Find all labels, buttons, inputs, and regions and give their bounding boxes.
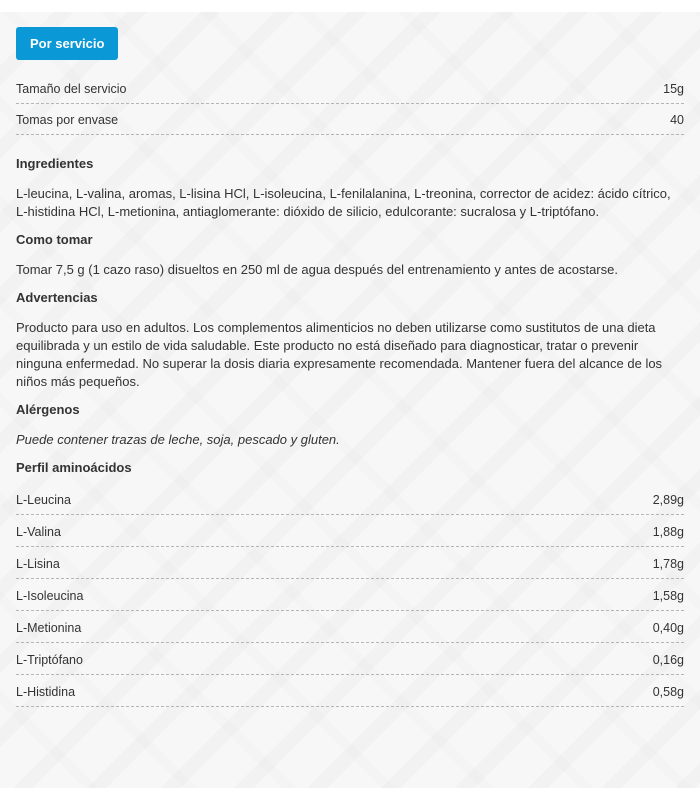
tab-por-servicio[interactable]: Por servicio [16,27,118,60]
warnings-title: Advertencias [16,290,98,305]
amino-name: L-Valina [16,525,61,539]
serving-size-value: 15g [663,82,684,96]
amino-value: 1,88g [652,525,684,539]
amino-value: 0,58g [652,685,684,699]
ingredients-title: Ingredientes [16,156,94,171]
nutrition-content [16,27,684,707]
servings-per-container-value: 40 [670,113,684,127]
amino-name: L-Leucina [16,493,71,507]
amino-name: L-Isoleucina [16,589,84,603]
allergens-title: Alérgenos [16,402,80,417]
amino-profile-title: Perfil aminoácidos [16,460,132,475]
amino-value: 1,78g [652,557,684,571]
amino-row [16,483,684,515]
serving-size-label: Tamaño del servicio [16,82,127,96]
how-to-take-title: Como tomar [16,232,93,247]
amino-name: L-Triptófano [16,653,83,667]
amino-row [16,643,684,675]
warnings-section [16,290,684,391]
amino-value: 1,58g [652,589,684,603]
warnings-text: Producto para uso en adultos. Los complementos alimenticios no deben utilizarse como sustitutos de una dieta equilibrada y un estilo de vida saludable. Este producto no está diseñado para diagnosticar, tratar o prevenir ninguna enfermedad. No superar la dosis diaria expresamente recomendada. Mantener fuera del alcance de los niños más pequeños. [16,320,663,389]
servings-per-container-label: Tomas por envase [16,113,119,127]
amino-row [16,579,684,611]
amino-name: L-Metionina [16,621,82,635]
amino-value: 0,16g [652,653,684,667]
amino-row [16,611,684,643]
nutrition-panel [0,12,700,788]
amino-row [16,547,684,579]
amino-row [16,515,684,547]
allergens-section [16,402,684,449]
ingredients-section [16,156,684,221]
amino-name: L-Lisina [16,557,60,571]
serving-row-count [16,104,684,135]
serving-row-size [16,73,684,104]
serving-info [16,73,684,135]
amino-value: 2,89g [652,493,684,507]
amino-table [16,483,684,707]
amino-row [16,675,684,707]
allergens-text: Puede contener trazas de leche, soja, pescado y gluten. [16,432,340,447]
amino-name: L-Histidina [16,685,76,699]
how-to-take-text: Tomar 7,5 g (1 cazo raso) disueltos en 250 ml de agua después del entrenamiento y antes de acostarse. [16,262,618,277]
amino-value: 0,40g [652,621,684,635]
how-to-take-section [16,232,684,279]
ingredients-text: L-leucina, L-valina, aromas, L-lisina HCl, L-isoleucina, L-fenilalanina, L-treonina, corrector de acidez: ácido cítrico, L-histidina HCl, L-metionina, antiaglomerante: dióxido de silicio, edulcorante: sucralosa y L-triptófano. [16,186,671,219]
amino-profile-section [16,460,684,707]
